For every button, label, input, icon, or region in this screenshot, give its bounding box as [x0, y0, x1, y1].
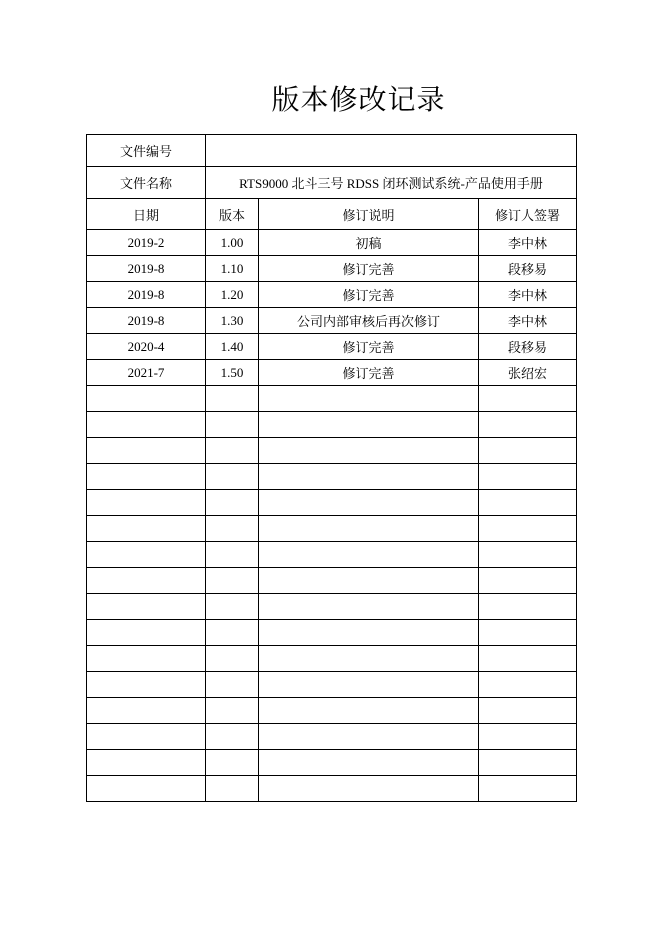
page-title: 版本修改记录	[271, 83, 446, 116]
cell-note	[259, 438, 479, 464]
cell-version: 1.10	[206, 256, 259, 282]
cell-note: 修订完善	[259, 282, 479, 308]
cell-version: 1.40	[206, 334, 259, 360]
cell-date	[87, 750, 206, 776]
cell-version	[206, 542, 259, 568]
cell-note	[259, 594, 479, 620]
empty-table-row	[87, 438, 577, 464]
cell-version	[206, 620, 259, 646]
empty-table-row	[87, 542, 577, 568]
file-number-row	[87, 135, 577, 167]
col-header-note: 修订说明	[259, 199, 479, 230]
cell-signer	[479, 724, 577, 750]
empty-table-row	[87, 464, 577, 490]
empty-table-row	[87, 568, 577, 594]
cell-signer	[479, 386, 577, 412]
cell-date	[87, 594, 206, 620]
table-row	[87, 308, 577, 334]
cell-version	[206, 698, 259, 724]
cell-signer: 李中林	[479, 282, 577, 308]
cell-version	[206, 438, 259, 464]
cell-version: 1.20	[206, 282, 259, 308]
cell-note: 修订完善	[259, 360, 479, 386]
empty-table-row	[87, 672, 577, 698]
empty-table-row	[87, 490, 577, 516]
empty-table-row	[87, 620, 577, 646]
cell-note: 修订完善	[259, 334, 479, 360]
cell-version: 1.00	[206, 230, 259, 256]
cell-note	[259, 412, 479, 438]
table-row	[87, 360, 577, 386]
empty-table-row	[87, 776, 577, 802]
cell-version	[206, 568, 259, 594]
cell-note	[259, 516, 479, 542]
cell-date: 2020-4	[87, 334, 206, 360]
cell-version	[206, 750, 259, 776]
file-number-label: 文件编号	[87, 135, 206, 167]
cell-date: 2019-8	[87, 256, 206, 282]
cell-signer: 段移易	[479, 334, 577, 360]
table-row	[87, 256, 577, 282]
empty-table-row	[87, 412, 577, 438]
cell-version	[206, 386, 259, 412]
cell-signer: 李中林	[479, 308, 577, 334]
col-header-date: 日期	[87, 199, 206, 230]
cell-signer	[479, 698, 577, 724]
col-header-signer: 修订人签署	[479, 199, 577, 230]
cell-date	[87, 464, 206, 490]
cell-signer: 张绍宏	[479, 360, 577, 386]
cell-signer	[479, 568, 577, 594]
cell-signer	[479, 776, 577, 802]
cell-note	[259, 542, 479, 568]
empty-table-row	[87, 698, 577, 724]
cell-version	[206, 776, 259, 802]
cell-signer	[479, 490, 577, 516]
cell-signer	[479, 516, 577, 542]
empty-table-row	[87, 386, 577, 412]
cell-version	[206, 516, 259, 542]
cell-date	[87, 776, 206, 802]
cell-date	[87, 412, 206, 438]
cell-signer	[479, 646, 577, 672]
empty-table-row	[87, 516, 577, 542]
file-name-row	[87, 167, 577, 199]
revision-record-table	[86, 134, 577, 802]
cell-signer: 李中林	[479, 230, 577, 256]
table-row	[87, 334, 577, 360]
column-header-row	[87, 199, 577, 230]
cell-version	[206, 464, 259, 490]
cell-date	[87, 672, 206, 698]
cell-date	[87, 542, 206, 568]
cell-version	[206, 594, 259, 620]
cell-signer	[479, 438, 577, 464]
cell-date	[87, 438, 206, 464]
cell-note	[259, 672, 479, 698]
cell-signer	[479, 464, 577, 490]
cell-date	[87, 698, 206, 724]
cell-date	[87, 620, 206, 646]
cell-date: 2019-8	[87, 282, 206, 308]
cell-date	[87, 568, 206, 594]
cell-date	[87, 490, 206, 516]
cell-signer	[479, 672, 577, 698]
cell-version	[206, 490, 259, 516]
cell-date: 2019-2	[87, 230, 206, 256]
empty-table-row	[87, 594, 577, 620]
cell-note: 公司内部审核后再次修订	[259, 308, 479, 334]
file-number-value	[206, 135, 577, 167]
empty-table-row	[87, 646, 577, 672]
cell-signer: 段移易	[479, 256, 577, 282]
cell-version: 1.50	[206, 360, 259, 386]
cell-note	[259, 750, 479, 776]
cell-date	[87, 516, 206, 542]
cell-date: 2019-8	[87, 308, 206, 334]
cell-note	[259, 724, 479, 750]
cell-note: 初稿	[259, 230, 479, 256]
cell-version	[206, 412, 259, 438]
cell-note	[259, 698, 479, 724]
cell-note	[259, 464, 479, 490]
cell-signer	[479, 750, 577, 776]
empty-table-row	[87, 724, 577, 750]
table-row	[87, 230, 577, 256]
cell-signer	[479, 594, 577, 620]
cell-signer	[479, 620, 577, 646]
file-name-label: 文件名称	[87, 167, 206, 199]
cell-version	[206, 724, 259, 750]
file-name-value: RTS9000 北斗三号 RDSS 闭环测试系统-产品使用手册	[206, 167, 577, 199]
col-header-version: 版本	[206, 199, 259, 230]
cell-note: 修订完善	[259, 256, 479, 282]
table-row	[87, 282, 577, 308]
cell-date	[87, 724, 206, 750]
cell-signer	[479, 412, 577, 438]
cell-version	[206, 646, 259, 672]
cell-version: 1.30	[206, 308, 259, 334]
cell-note	[259, 386, 479, 412]
cell-signer	[479, 542, 577, 568]
cell-note	[259, 646, 479, 672]
cell-version	[206, 672, 259, 698]
cell-note	[259, 776, 479, 802]
cell-date: 2021-7	[87, 360, 206, 386]
cell-date	[87, 646, 206, 672]
cell-date	[87, 386, 206, 412]
cell-note	[259, 568, 479, 594]
empty-table-row	[87, 750, 577, 776]
cell-note	[259, 490, 479, 516]
cell-note	[259, 620, 479, 646]
